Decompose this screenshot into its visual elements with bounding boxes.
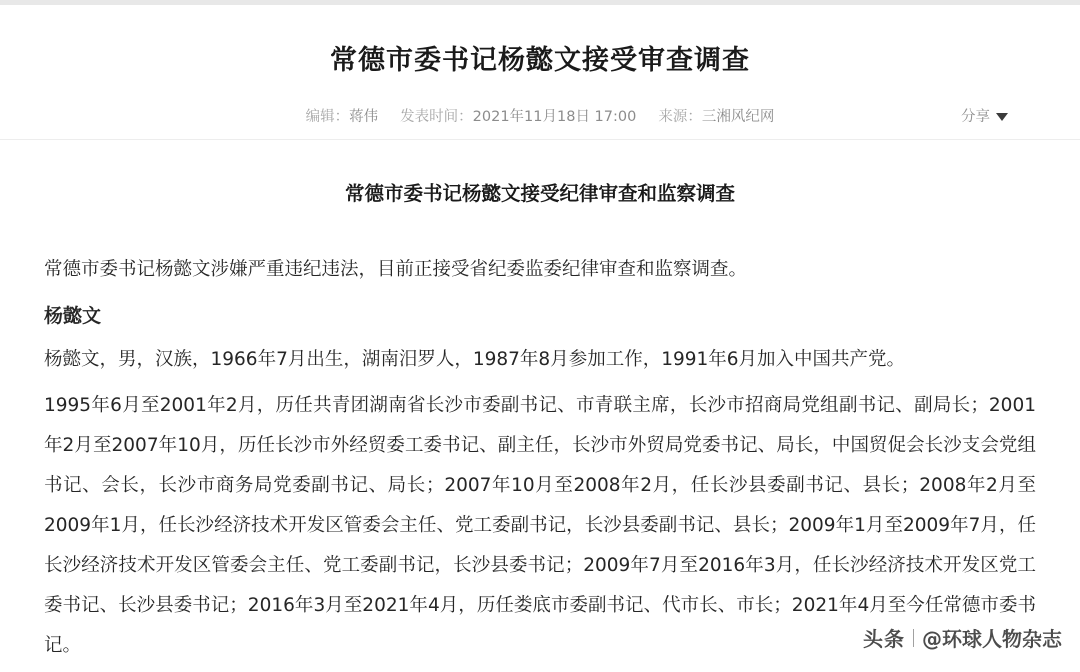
watermark-brand: 头条 <box>863 627 905 651</box>
watermark-account: @环球人物杂志 <box>922 627 1062 651</box>
paragraph-person-name: 杨懿文 <box>44 305 102 327</box>
top-divider <box>0 0 1080 5</box>
article-subheading: 常德市委书记杨懿文接受纪律审查和监察调查 <box>344 182 735 205</box>
meta-time-value: 2021年11月18日 17:00 <box>472 109 637 125</box>
share-button[interactable] <box>961 105 1008 126</box>
page-title: 常德市委书记杨懿文接受审查调查 <box>330 45 750 76</box>
meta-time-label: 发表时间： <box>400 109 473 125</box>
paragraph-bio-basic: 杨懿文，男，汉族，1966年7月出生，湖南汨罗人，1987年8月参加工作，1991年6月加入中国共产党。 <box>44 349 906 370</box>
meta-source <box>658 105 774 126</box>
meta-editor-label: 编辑： <box>305 109 350 125</box>
chevron-down-icon <box>996 113 1008 121</box>
meta-editor-value: 蒋伟 <box>349 109 379 125</box>
article-meta-bar <box>0 95 1080 140</box>
watermark <box>863 623 1062 652</box>
meta-editor <box>306 105 379 126</box>
share-label: 分享 <box>961 109 990 125</box>
meta-source-label: 来源： <box>658 109 702 125</box>
meta-publish-time <box>400 105 636 126</box>
paragraph-lead: 常德市委书记杨懿文涉嫌严重违纪违法，目前正接受省纪委监委纪律审查和监察调查。 <box>44 259 748 280</box>
meta-source-value: 三湘风纪网 <box>701 109 775 125</box>
watermark-divider <box>913 629 914 647</box>
paragraph-career-history: 1995年6月至2001年2月，历任共青团湖南省长沙市委副书记、市青联主席，长沙市招商局党组副书记、副局长；2001年2月至2007年10月，历任长沙市外经贸委工委书记、副主任，长沙市外贸局党委书记、局长，中国贸促会长沙支会党组书记、会长，长沙市商务局党委副书记、局长；2007年10月至2008年2月，任长沙县委副书记、县长；2008年2月至2009年1月，任长沙经济技术开发区管委会主任、党工委副书记，长沙县委副书记、县长；2009年1月至2009年7月，任长沙经济技术开发区管委会主任、党工委副书记，长沙县委书记；2009年7月至2016年3月，任长沙经济技术开发区党工委书记、长沙县委书记；2016年3月至2021年4月，历任娄底市委副书记、代市长、市长；2021年4月至今任常德市委书记。 <box>44 395 1036 656</box>
meta-items <box>0 105 1080 126</box>
article-body <box>44 250 1036 672</box>
